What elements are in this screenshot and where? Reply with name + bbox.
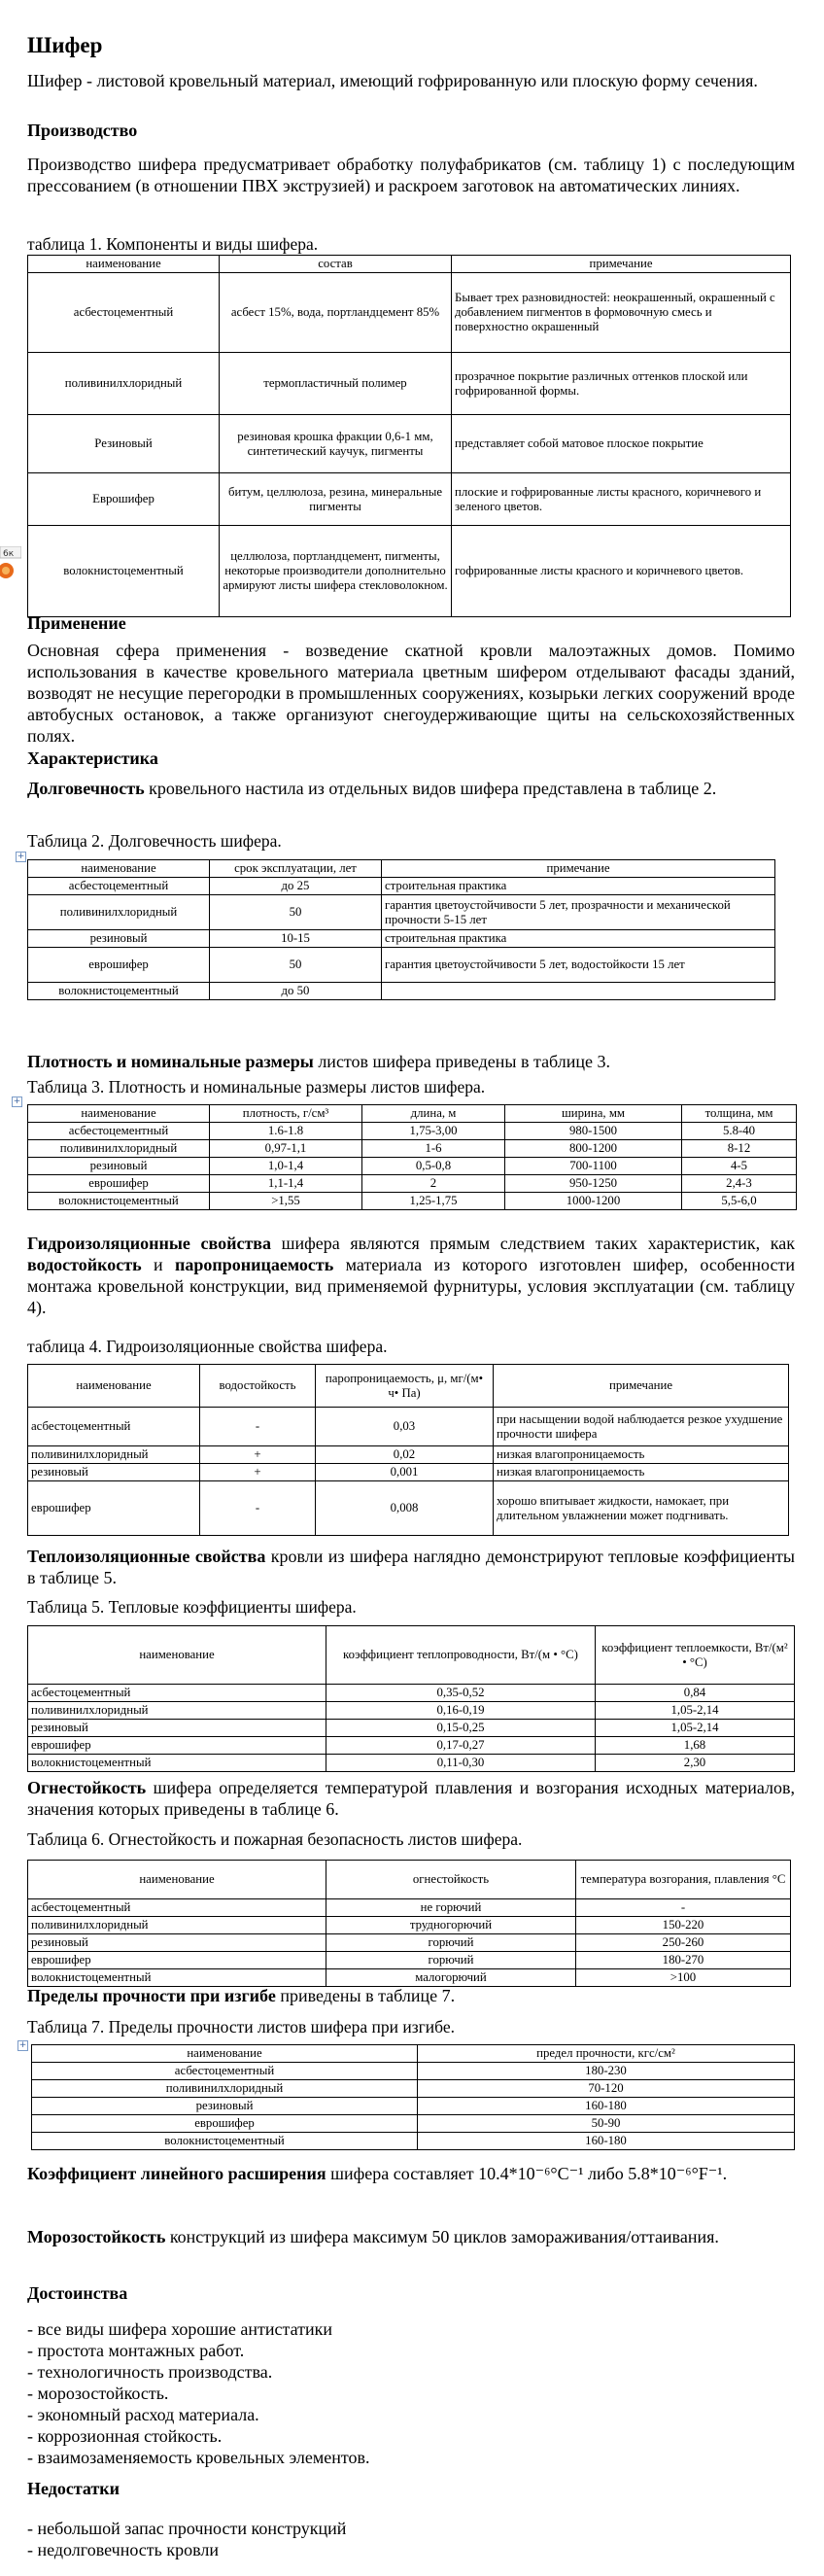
table-cell: + — [200, 1446, 316, 1464]
table-cell: резиновый — [28, 1720, 326, 1737]
table-cell: 0,84 — [596, 1685, 795, 1702]
table-cell: Резиновый — [28, 415, 220, 473]
table-cell: представляет собой матовое плоское покрытие — [452, 415, 791, 473]
table6-header: огнестойкость — [326, 1861, 576, 1899]
table-cell: при насыщении водой наблюдается резкое ухудшение прочности шифера — [494, 1408, 789, 1446]
table-cell: Бывает трех разновидностей: неокрашенный, окрашенный с добавлением пигментов в формовочную смесь и поверхностно окрашенный — [452, 273, 791, 353]
table-row — [28, 1720, 795, 1737]
application-heading: Применение — [27, 613, 126, 633]
table-cell: 4-5 — [682, 1158, 797, 1175]
table-cell: 1,05-2,14 — [596, 1702, 795, 1720]
table-expand-icon[interactable]: + — [13, 1097, 21, 1106]
table-cell: + — [200, 1464, 316, 1481]
frost-paragraph — [27, 2226, 795, 2247]
table2-caption: Таблица 2. Долговечность шифера. — [27, 831, 282, 851]
table-cell: 0,35-0,52 — [326, 1685, 596, 1702]
table-row — [28, 1934, 791, 1952]
table5-caption: Таблица 5. Тепловые коэффициенты шифера. — [27, 1597, 357, 1617]
strength-paragraph — [27, 1985, 795, 2006]
table4-header: примечание — [494, 1365, 789, 1408]
table-row — [32, 2063, 795, 2080]
table-expand-icon[interactable]: + — [18, 2040, 27, 2050]
table-cell: трудногорючий — [326, 1917, 576, 1934]
table-cell: 950-1250 — [505, 1175, 682, 1193]
table2-header: срок эксплуатации, лет — [210, 860, 382, 878]
table5 — [27, 1625, 795, 1772]
side-app-icon — [0, 546, 21, 568]
table-cell: резиновый — [28, 1158, 210, 1175]
strength-bold: Пределы прочности при изгибе — [27, 1986, 276, 2005]
disadvantages-list — [27, 2518, 346, 2560]
page-title: Шифер — [27, 33, 103, 57]
density-bold: Плотность и номинальные размеры — [27, 1052, 314, 1071]
table-cell: 2,30 — [596, 1755, 795, 1772]
table-cell: 160-180 — [418, 2133, 795, 2150]
table-cell: волокнистоцементный — [28, 526, 220, 617]
table-cell: 70-120 — [418, 2080, 795, 2098]
table-cell: асбестоцементный — [28, 1685, 326, 1702]
table3-header: ширина, мм — [505, 1105, 682, 1123]
expansion-bold: Коэффициент линейного расширения — [27, 2164, 326, 2183]
frost-text: конструкций из шифера максимум 50 циклов замораживания/оттаивания. — [165, 2227, 719, 2246]
hydro-paragraph — [27, 1233, 795, 1318]
hydro-bold-1: Гидроизоляционные свойства — [27, 1234, 272, 1253]
hydro-text-2: и — [141, 1255, 176, 1274]
table-cell: еврошифер — [28, 1952, 326, 1969]
table-cell: >100 — [576, 1969, 791, 1987]
table3-caption: Таблица 3. Плотность и номинальные размеры листов шифера. — [27, 1077, 486, 1097]
table-cell: 2 — [362, 1175, 505, 1193]
table-cell: 1-6 — [362, 1140, 505, 1158]
table-cell: гарантия цветоустойчивости 5 лет, водостойкости 15 лет — [382, 948, 775, 983]
table-cell: 1.6-1.8 — [210, 1123, 362, 1140]
table-cell: - — [200, 1481, 316, 1536]
table-row — [32, 2080, 795, 2098]
table-row — [28, 895, 775, 930]
table-row — [28, 1969, 791, 1987]
table-cell: 50 — [210, 948, 382, 983]
table2-header: примечание — [382, 860, 775, 878]
table-cell: 0,15-0,25 — [326, 1720, 596, 1737]
table-cell — [382, 983, 775, 1000]
table-cell: 180-230 — [418, 2063, 795, 2080]
table-cell: малогорючий — [326, 1969, 576, 1987]
advantages-heading: Достоинства — [27, 2283, 128, 2303]
table-row — [28, 1917, 791, 1934]
table-cell: прозрачное покрытие различных оттенков плоской или гофрированной формы. — [452, 353, 791, 415]
table-cell: асбестоцементный — [32, 2063, 418, 2080]
table-cell: 1,25-1,75 — [362, 1193, 505, 1210]
table-cell: поливинилхлоридный — [28, 1140, 210, 1158]
table-cell: асбестоцементный — [28, 273, 220, 353]
table-cell: 800-1200 — [505, 1140, 682, 1158]
table-cell: гофрированные листы красного и коричневого цветов. — [452, 526, 791, 617]
table-cell: 0,03 — [316, 1408, 494, 1446]
table-cell: 980-1500 — [505, 1123, 682, 1140]
table-cell: строительная практика — [382, 930, 775, 948]
table-cell: Еврошифер — [28, 473, 220, 526]
table-row — [28, 1952, 791, 1969]
fire-paragraph — [27, 1777, 795, 1820]
table-cell: низкая влагопроницаемость — [494, 1446, 789, 1464]
fire-text: шифера определяется температурой плавления и возгорания исходных материалов, значения которых приведены в таблице 6. — [27, 1778, 795, 1819]
table-cell: 0,11-0,30 — [326, 1755, 596, 1772]
table4-header: наименование — [28, 1365, 200, 1408]
table3-header: наименование — [28, 1105, 210, 1123]
table-row — [28, 930, 775, 948]
table-cell: еврошифер — [32, 2115, 418, 2133]
list-item: - простота монтажных работ. — [27, 2341, 245, 2360]
table-cell: - — [200, 1408, 316, 1446]
table-cell: низкая влагопроницаемость — [494, 1464, 789, 1481]
table6 — [27, 1860, 791, 1987]
advantages-list — [27, 2318, 369, 2468]
table-cell: 1,68 — [596, 1737, 795, 1755]
list-item: - технологичность производства. — [27, 2362, 273, 2382]
table-row — [28, 1158, 797, 1175]
table7-caption: Таблица 7. Пределы прочности листов шифера при изгибе. — [27, 2017, 455, 2036]
table-cell: не горючий — [326, 1899, 576, 1917]
table-cell: плоские и гофрированные листы красного, коричневого и зеленого цветов. — [452, 473, 791, 526]
density-paragraph — [27, 1051, 795, 1072]
table-cell: резиновый — [32, 2098, 418, 2115]
production-paragraph: Производство шифера предусматривает обработку полуфабрикатов (см. таблицу 1) с последующим прессованием (в отношении ПВХ экструзией) и раскроем заготовок на автоматических линиях. — [27, 155, 795, 195]
table-cell: 5.8-40 — [682, 1123, 797, 1140]
production-heading: Производство — [27, 121, 138, 140]
table-row — [28, 273, 791, 353]
table-cell: битум, целлюлоза, резина, минеральные пигменты — [220, 473, 452, 526]
table-row — [32, 2098, 795, 2115]
table-cell: 0,97-1,1 — [210, 1140, 362, 1158]
table5-header: коэффициент теплоемкости, Вт/(м² • °С) — [596, 1626, 795, 1685]
table-cell: поливинилхлоридный — [32, 2080, 418, 2098]
table-cell: 1000-1200 — [505, 1193, 682, 1210]
table-cell: волокнистоцементный — [28, 1193, 210, 1210]
durability-bold: Долговечность — [27, 779, 145, 798]
table-cell: асбестоцементный — [28, 1408, 200, 1446]
table-cell: 0,02 — [316, 1446, 494, 1464]
strength-text: приведены в таблице 7. — [275, 1986, 456, 2005]
table-cell: резиновый — [28, 1934, 326, 1952]
table6-header: наименование — [28, 1861, 326, 1899]
table-row — [28, 1755, 795, 1772]
table3-header: толщина, мм — [682, 1105, 797, 1123]
table-cell: поливинилхлоридный — [28, 1917, 326, 1934]
table-cell: 180-270 — [576, 1952, 791, 1969]
table-cell: поливинилхлоридный — [28, 1446, 200, 1464]
hydro-text-3: материала из которого изготовлен шифер, особенности монтажа кровельной конструкции, вид применяемой фурнитуры, условия эксплуатации (см. таблицу 4). — [27, 1255, 795, 1317]
table-row — [28, 415, 791, 473]
table4-header: водостойкость — [200, 1365, 316, 1408]
table-cell: резиновый — [28, 930, 210, 948]
hydro-bold-2: водостойкость — [27, 1255, 142, 1274]
table-row — [28, 1737, 795, 1755]
table-row — [28, 353, 791, 415]
expansion-text: шифера составляет 10.4*10⁻⁶°С⁻¹ либо 5.8*10⁻⁶°F⁻¹. — [326, 2164, 728, 2183]
disadvantages-heading: Недостатки — [27, 2479, 120, 2498]
table-cell: 0,001 — [316, 1464, 494, 1481]
table-cell: 50 — [210, 895, 382, 930]
table3-header: плотность, г/см³ — [210, 1105, 362, 1123]
table-cell: 1,1-1,4 — [210, 1175, 362, 1193]
table-cell: горючий — [326, 1952, 576, 1969]
table-cell: 5,5-6,0 — [682, 1193, 797, 1210]
fire-bold: Огнестойкость — [27, 1778, 147, 1797]
table-cell: резиновый — [28, 1464, 200, 1481]
table-row — [28, 1175, 797, 1193]
list-item: - небольшой запас прочности конструкций — [27, 2519, 347, 2538]
table-cell: поливинилхлоридный — [28, 895, 210, 930]
table-cell: асбестоцементный — [28, 1899, 326, 1917]
list-item: - морозостойкость. — [27, 2384, 169, 2403]
durability-text: кровельного настила из отдельных видов шифера представлена в таблице 2. — [144, 779, 717, 798]
table-cell: волокнистоцементный — [28, 983, 210, 1000]
table-cell: 0,17-0,27 — [326, 1737, 596, 1755]
table-cell: еврошифер — [28, 1737, 326, 1755]
table-row — [28, 1702, 795, 1720]
table6-header: температура возгорания, плавления °С — [576, 1861, 791, 1899]
table-cell: 0,16-0,19 — [326, 1702, 596, 1720]
table-row — [28, 878, 775, 895]
table4-caption: таблица 4. Гидроизоляционные свойства шифера. — [27, 1337, 388, 1356]
thermal-text: кровли из шифера наглядно демонстрируют тепловые коэффициенты в таблице 5. — [27, 1547, 795, 1587]
table-cell: 1,75-3,00 — [362, 1123, 505, 1140]
table-cell: целлюлоза, портландцемент, пигменты, некоторые производители дополнительно армируют листы шифера стекловолокном. — [220, 526, 452, 617]
table-row — [28, 1464, 789, 1481]
hydro-text-1: шифера являются прямым следствием таких характеристик, как — [271, 1234, 796, 1253]
table-row — [28, 1193, 797, 1210]
hydro-bold-3: паропроницаемость — [175, 1255, 334, 1274]
table-cell: асбестоцементный — [28, 878, 210, 895]
table-cell: 0,5-0,8 — [362, 1158, 505, 1175]
table-row — [28, 526, 791, 617]
table7 — [31, 2044, 795, 2150]
intro-paragraph: Шифер - листовой кровельный материал, имеющий гофрированную или плоскую форму сечения. — [27, 71, 758, 90]
table-cell: >1,55 — [210, 1193, 362, 1210]
table-cell: 250-260 — [576, 1934, 791, 1952]
list-item: - экономный расход материала. — [27, 2405, 259, 2424]
table5-header: наименование — [28, 1626, 326, 1685]
table3-header: длина, м — [362, 1105, 505, 1123]
table-cell: асбестоцементный — [28, 1123, 210, 1140]
list-item: - все виды шифера хорошие антистатики — [27, 2319, 332, 2339]
table-cell: 1,0-1,4 — [210, 1158, 362, 1175]
table-row — [28, 1481, 789, 1536]
table1 — [27, 255, 791, 617]
table-row — [28, 948, 775, 983]
table-expand-icon[interactable]: + — [17, 852, 25, 861]
table-row — [32, 2133, 795, 2150]
table-cell: термопластичный полимер — [220, 353, 452, 415]
list-item: - взаимозаменяемость кровельных элементов. — [27, 2448, 370, 2467]
characteristics-heading: Характеристика — [27, 748, 158, 768]
table-cell: 150-220 — [576, 1917, 791, 1934]
table4 — [27, 1364, 789, 1536]
frost-bold: Морозостойкость — [27, 2227, 166, 2246]
thermal-bold: Теплоизоляционные свойства — [27, 1547, 266, 1566]
table4-header: паропроницаемость, μ, мг/(м• ч• Па) — [316, 1365, 494, 1408]
table-cell: резиновая крошка фракции 0,6-1 мм, синтетический каучук, пигменты — [220, 415, 452, 473]
table-row — [28, 983, 775, 1000]
table-cell: еврошифер — [28, 1481, 200, 1536]
table-cell: до 25 — [210, 878, 382, 895]
table-row — [28, 1685, 795, 1702]
table-cell: 10-15 — [210, 930, 382, 948]
table-row — [28, 1123, 797, 1140]
edge-label: 6к — [3, 549, 15, 559]
table1-caption: таблица 1. Компоненты и виды шифера. — [27, 234, 319, 254]
table1-header: примечание — [452, 256, 791, 273]
table-row — [28, 1446, 789, 1464]
table-row — [32, 2115, 795, 2133]
table-cell: горючий — [326, 1934, 576, 1952]
table-cell: еврошифер — [28, 1175, 210, 1193]
list-item: - коррозионная стойкость. — [27, 2426, 223, 2446]
table-cell: до 50 — [210, 983, 382, 1000]
table-cell: еврошифер — [28, 948, 210, 983]
table-cell: поливинилхлоридный — [28, 353, 220, 415]
table-row — [28, 473, 791, 526]
table-cell: строительная практика — [382, 878, 775, 895]
table-cell: 0,008 — [316, 1481, 494, 1536]
table-cell: 50-90 — [418, 2115, 795, 2133]
table-cell: 160-180 — [418, 2098, 795, 2115]
table3 — [27, 1104, 797, 1210]
table-cell: - — [576, 1899, 791, 1917]
table1-header: наименование — [28, 256, 220, 273]
density-text: листов шифера приведены в таблице 3. — [313, 1052, 611, 1071]
table2-header: наименование — [28, 860, 210, 878]
table-cell: 8-12 — [682, 1140, 797, 1158]
durability-paragraph — [27, 778, 795, 799]
table-cell: хорошо впитывает жидкости, намокает, при длительном увлажнении может подгнивать. — [494, 1481, 789, 1536]
table1-header: состав — [220, 256, 452, 273]
table6-caption: Таблица 6. Огнестойкость и пожарная безопасность листов шифера. — [27, 1829, 523, 1849]
table-cell: 700-1100 — [505, 1158, 682, 1175]
table-row — [28, 1899, 791, 1917]
table2 — [27, 859, 775, 1000]
table7-header: наименование — [32, 2045, 418, 2063]
table7-header: предел прочности, кгс/см² — [418, 2045, 795, 2063]
table-cell: волокнистоцементный — [28, 1755, 326, 1772]
list-item: - недолговечность кровли — [27, 2540, 219, 2559]
table-cell: гарантия цветоустойчивости 5 лет, прозрачности и механической прочности 5-15 лет — [382, 895, 775, 930]
table-cell: асбест 15%, вода, портландцемент 85% — [220, 273, 452, 353]
table5-header: коэффициент теплопроводности, Вт/(м • °С) — [326, 1626, 596, 1685]
table-cell: волокнистоцементный — [32, 2133, 418, 2150]
table-cell: поливинилхлоридный — [28, 1702, 326, 1720]
table-cell: 1,05-2,14 — [596, 1720, 795, 1737]
table-row — [28, 1140, 797, 1158]
table-row — [28, 1408, 789, 1446]
table-cell: волокнистоцементный — [28, 1969, 326, 1987]
table-cell: 2,4-3 — [682, 1175, 797, 1193]
application-paragraph: Основная сфера применения - возведение скатной кровли малоэтажных домов. Помимо использования в качестве кровельного материала цветным шифером отделывают фасады зданий, возводят не несущие перегородки в промышленных сооружениях, козырьки легких сооружений вроде автобусных остановок, а также организуют снегоудерживающие щиты на сельскохозяйственных полях. — [27, 641, 795, 746]
thermal-paragraph — [27, 1546, 795, 1588]
expansion-paragraph — [27, 2163, 795, 2184]
